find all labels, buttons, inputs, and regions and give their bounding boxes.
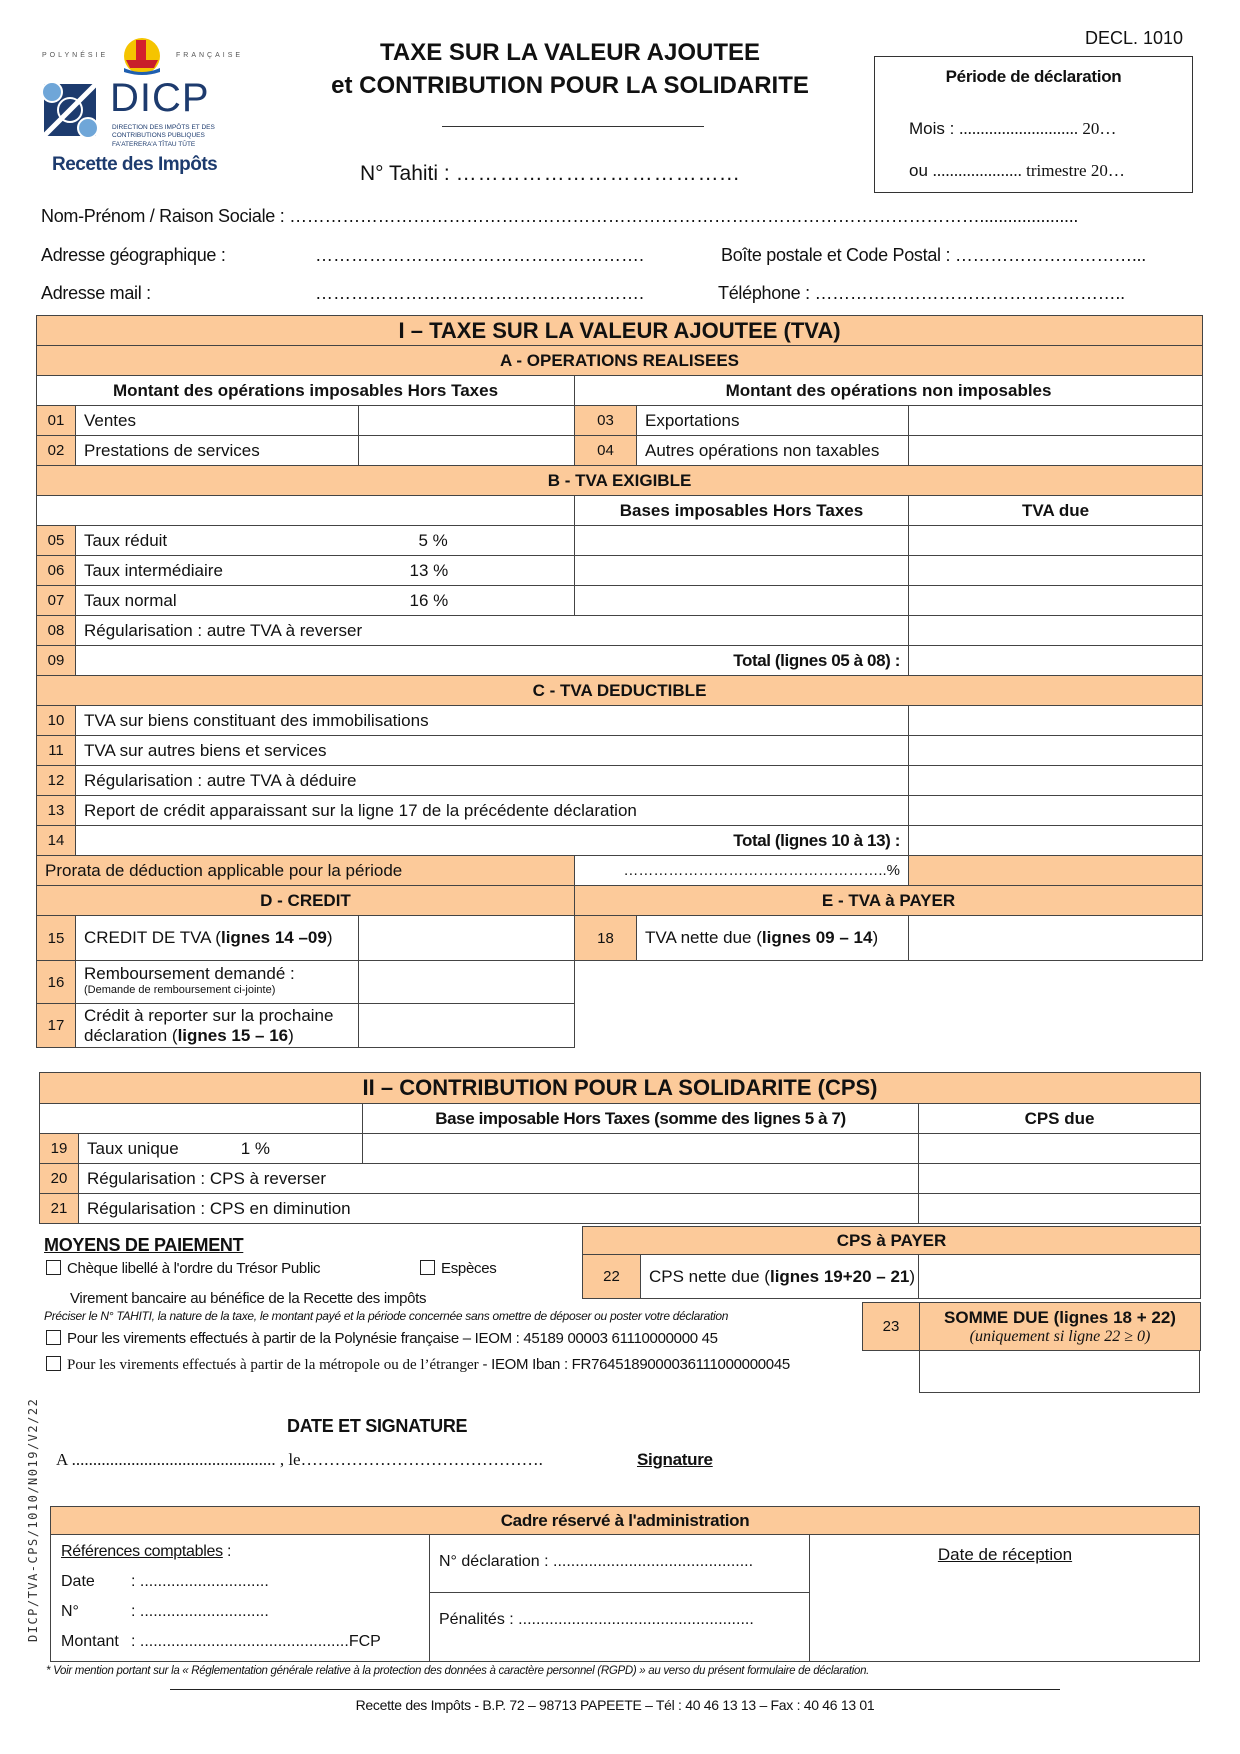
line-number: 19 (40, 1134, 79, 1164)
tahiti-value: ………………………………... (455, 162, 741, 185)
transfer-pf-checkbox[interactable] (46, 1330, 718, 1347)
polynesia-emblem-icon (118, 34, 166, 76)
transfer-metro-iban: - IEOM Iban : FR7645189000036111000000045 (478, 1356, 790, 1373)
line-label: Taux réduit (76, 526, 359, 556)
admin-divider-1 (429, 1535, 430, 1662)
table-row (37, 961, 1203, 1004)
cps-table (39, 1072, 1201, 1224)
admin-frame (50, 1506, 1200, 1662)
line-label: Exportations (637, 406, 909, 436)
logo-francaise-text: FRANÇAISE (176, 52, 244, 59)
credit-input-15[interactable] (359, 916, 575, 961)
refund-label: Remboursement demandé : (Demande de remboursement ci-jointe) (76, 961, 359, 1004)
line-number: 04 (575, 436, 637, 466)
line-number: 06 (37, 556, 76, 586)
transfer-metro-label: Pour les virements effectués à partir de la métropole ou de l’étranger (67, 1357, 479, 1373)
line-label: Taux unique 1 % (79, 1134, 363, 1164)
prorata-input[interactable]: ……………………………………………..% (575, 856, 909, 886)
line-number: 09 (37, 646, 76, 676)
month-label: Mois : (909, 119, 955, 138)
table-row (37, 706, 1203, 736)
rate-label: 13 % (359, 556, 575, 586)
cash-label: Espèces (441, 1260, 497, 1277)
line-label: Autres opérations non taxables (637, 436, 909, 466)
email-label: Adresse mail : (41, 283, 151, 303)
base-input-07[interactable] (575, 586, 909, 616)
tahiti-number-field[interactable] (360, 162, 740, 186)
line-label: TVA sur biens constituant des immobilisations (76, 706, 909, 736)
line-number: 08 (37, 616, 76, 646)
tva-input-06[interactable] (909, 556, 1203, 586)
deductible-input-12[interactable] (909, 766, 1203, 796)
title-line2: et CONTRIBUTION POUR LA SOLIDARITE (331, 72, 809, 99)
name-label: Nom-Prénom / Raison Sociale : (41, 206, 285, 226)
logo-line2: CONTRIBUTIONS PUBLIQUES (112, 132, 205, 139)
signature-label: Signature (637, 1450, 713, 1469)
title-line1: TAXE SUR LA VALEUR AJOUTEE (379, 39, 761, 66)
cps-section-title: II – CONTRIBUTION POUR LA SOLIDARITE (CPS) (40, 1073, 1201, 1104)
carryover-label: Crédit à reporter sur la prochaine déclaration (lignes 15 – 16) (76, 1004, 359, 1048)
taxable-ops-header: Montant des opérations imposables Hors Taxes (37, 376, 575, 406)
carryover-input-17[interactable] (359, 1004, 575, 1048)
tahiti-label: N° Tahiti : (360, 162, 450, 185)
phone-label: Téléphone : (718, 283, 810, 303)
month-value: ............................ 20… (959, 119, 1117, 138)
section-c-title: C - TVA DEDUCTIBLE (37, 676, 1203, 706)
cheque-label: Chèque libellé à l'ordre du Trésor Public (67, 1260, 321, 1277)
cps-base-input-19[interactable] (363, 1134, 919, 1164)
cheque-checkbox[interactable] (46, 1260, 320, 1277)
dicp-emblem-icon (38, 78, 102, 142)
email-input[interactable]: ………………………………………………. (315, 283, 645, 303)
postal-value: …………………………... (954, 245, 1146, 265)
empty-space (575, 1004, 1203, 1048)
line-label: TVA sur autres biens et services (76, 736, 909, 766)
period-box (874, 56, 1193, 193)
cps-due-input-21[interactable] (919, 1194, 1201, 1224)
admin-penalties-field[interactable]: Pénalités : ..................................................... (439, 1611, 754, 1628)
line-number: 17 (37, 1004, 76, 1048)
table-row (37, 766, 1203, 796)
checkbox-icon (46, 1330, 61, 1345)
empty-space (575, 961, 1203, 1004)
logo-polynesie-text: POLYNÉSIE (42, 52, 109, 59)
footer-rule (170, 1689, 1060, 1690)
line-number: 12 (37, 766, 76, 796)
rate-label: 16 % (359, 586, 575, 616)
quarter-value: ..................... trimestre 20… (932, 161, 1125, 180)
logo-acronym: DICP (110, 76, 210, 120)
table-row (37, 856, 1203, 886)
admin-declaration-field[interactable]: N° déclaration : ............................................. (439, 1553, 754, 1570)
taxable-base-header: Bases imposables Hors Taxes (575, 496, 909, 526)
checkbox-icon (46, 1260, 61, 1275)
table-row (37, 826, 1203, 856)
table-row (37, 646, 1203, 676)
net-cps-label: CPS nette due (lignes 19+20 – 21) (641, 1255, 919, 1299)
cps-due-input-20[interactable] (919, 1164, 1201, 1194)
line-label: Régularisation : autre TVA à déduire (76, 766, 909, 796)
rate-label: 5 % (359, 526, 575, 556)
refund-input-16[interactable] (359, 961, 575, 1004)
line-number: 05 (37, 526, 76, 556)
amount-input-01[interactable] (359, 406, 575, 436)
total-due-table (862, 1302, 1201, 1351)
section-d-title: D - CREDIT (37, 886, 575, 916)
table-row (37, 916, 1203, 961)
base-input-06[interactable] (575, 556, 909, 586)
table-row (37, 616, 1203, 646)
line-number: 23 (863, 1303, 920, 1351)
line-number: 15 (37, 916, 76, 961)
net-tva-label: TVA nette due (lignes 09 – 14) (637, 916, 909, 961)
line-number: 16 (37, 961, 76, 1004)
payment-title: MOYENS DE PAIEMENT (44, 1235, 244, 1255)
line-number: 10 (37, 706, 76, 736)
amount-input-04[interactable] (909, 436, 1203, 466)
quarter-or-label: ou (909, 161, 928, 180)
deductible-input-11[interactable] (909, 736, 1203, 766)
postal-label: Boîte postale et Code Postal : (721, 245, 951, 265)
table-row (37, 406, 1203, 436)
cps-base-header: Base imposable Hors Taxes (somme des lignes 5 à 7) (363, 1104, 919, 1134)
line-label: Régularisation : CPS à reverser (79, 1164, 919, 1194)
period-quarter-field[interactable] (909, 161, 1125, 181)
line-number: 13 (37, 796, 76, 826)
line-label: Prestations de services (76, 436, 359, 466)
footer-address: Recette des Impôts - B.P. 72 – 98713 PAPEETE – Tél : 40 46 13 13 – Fax : 40 46 13 01 (355, 1697, 875, 1713)
reception-date-label: Date de réception (937, 1545, 1073, 1564)
logo-recette-text: Recette des Impôts (52, 154, 218, 175)
admin-divider-3 (429, 1592, 809, 1593)
tva-section-title: I – TAXE SUR LA VALEUR AJOUTEE (TVA) (37, 316, 1203, 346)
total-due-input-23[interactable] (919, 1350, 1200, 1393)
phone-value: …………………………………………….. (814, 283, 1125, 303)
amount-input-02[interactable] (359, 436, 575, 466)
line-number: 03 (575, 406, 637, 436)
line-label: Taux intermédiaire (76, 556, 359, 586)
cps-due-input-19[interactable] (919, 1134, 1201, 1164)
deductible-input-10[interactable] (909, 706, 1203, 736)
blank-header-cell (40, 1104, 363, 1134)
refs-label: Références comptables : (61, 1543, 232, 1560)
table-row (863, 1303, 1201, 1351)
line-number: 22 (583, 1255, 641, 1299)
table-row (37, 586, 1203, 616)
tva-total-input-09[interactable] (909, 646, 1203, 676)
net-tva-input-18[interactable] (909, 916, 1203, 961)
admin-date-field[interactable]: Date : ............................. (61, 1573, 269, 1590)
transfer-pf-label: Pour les virements effectués à partir de la Polynésie française – IEOM : 45189 00003 61110000000 45 (67, 1330, 718, 1347)
table-row (583, 1255, 1201, 1299)
prorata-label: Prorata de déduction applicable pour la période (37, 856, 575, 886)
credit-label: CREDIT DE TVA (lignes 14 –09) (76, 916, 359, 961)
blank-header-cell (37, 496, 575, 526)
cps-pay-title: CPS à PAYER (583, 1227, 1201, 1255)
admin-number-field[interactable]: N° : ............................. (61, 1603, 269, 1620)
admin-divider-2 (809, 1535, 810, 1662)
tva-due-header: TVA due (909, 496, 1203, 526)
table-row (37, 556, 1203, 586)
total-label: Total (lignes 10 à 13) : (76, 826, 909, 856)
admin-title: Cadre réservé à l'administration (51, 1507, 1199, 1535)
line-number: 20 (40, 1164, 79, 1194)
line-label: Ventes (76, 406, 359, 436)
table-row (37, 736, 1203, 766)
prorata-shade-cell (909, 856, 1203, 886)
name-value: ………………………………………………………………………………………………………..................... (289, 206, 1079, 226)
total-label: Total (lignes 05 à 08) : (76, 646, 909, 676)
line-number: 11 (37, 736, 76, 766)
checkbox-icon (46, 1356, 61, 1371)
table-row (40, 1134, 1201, 1164)
table-row (37, 1004, 1203, 1048)
side-form-code: DICP/TVA-CPS/1010/N019/V2/22 (26, 1397, 40, 1642)
tva-input-05[interactable] (909, 526, 1203, 556)
transfer-label: Virement bancaire au bénéfice de la Recette des impôts (70, 1290, 427, 1307)
period-title: Période de déclaration (945, 67, 1122, 86)
table-row (40, 1164, 1201, 1194)
cash-checkbox[interactable] (420, 1260, 496, 1277)
logo-line1: DIRECTION DES IMPÔTS ET DES (112, 124, 215, 131)
phone-field[interactable] (718, 283, 1125, 304)
transfer-note: Préciser le N° TAHITI, la nature de la taxe, le montant payé et la période concernée sans omettre de déposer ou poster votre déclaration (44, 1309, 729, 1323)
line-number: 21 (40, 1194, 79, 1224)
deductible-input-13[interactable] (909, 796, 1203, 826)
line-label: Report de crédit apparaissant sur la ligne 17 de la précédente déclaration (76, 796, 909, 826)
dicp-logo (38, 34, 260, 174)
signature-title: DATE ET SIGNATURE (287, 1416, 468, 1436)
decl-code: DECL. 1010 (1085, 28, 1184, 48)
section-e-title: E - TVA à PAYER (575, 886, 1203, 916)
cps-due-header: CPS due (919, 1104, 1201, 1134)
line-number: 18 (575, 916, 637, 961)
table-row (37, 436, 1203, 466)
tva-table (36, 315, 1203, 1048)
title-rule (442, 126, 704, 127)
amount-input-03[interactable] (909, 406, 1203, 436)
line-label: Régularisation : CPS en diminution (79, 1194, 919, 1224)
transfer-metro-checkbox[interactable] (46, 1356, 790, 1374)
net-cps-input-22[interactable] (919, 1255, 1201, 1299)
postal-field[interactable] (721, 245, 1146, 266)
rgpd-note: * Voir mention portant sur la « Réglementation générale relative à la protection des données à caractère personnel (RGPD) » au verso du présent formulaire de déclaration. (46, 1665, 870, 1677)
admin-amount-field[interactable]: Montant : ...............................................FCP (61, 1633, 381, 1650)
tva-input-08[interactable] (909, 616, 1203, 646)
form-title (280, 36, 860, 102)
line-number: 02 (37, 436, 76, 466)
nontaxable-ops-header: Montant des opérations non imposables (575, 376, 1203, 406)
table-row (37, 796, 1203, 826)
line-label: Régularisation : autre TVA à reverser (76, 616, 909, 646)
section-b-title: B - TVA EXIGIBLE (37, 466, 1203, 496)
total-due-label: SOMME DUE (lignes 18 + 22) (uniquement si ligne 22 ≥ 0) (920, 1303, 1201, 1351)
tva-input-07[interactable] (909, 586, 1203, 616)
period-month-field[interactable] (909, 119, 1116, 139)
logo-line3: FA'ATERERA'A TĪTAU TŪTE (112, 141, 196, 148)
section-a-title: A - OPERATIONS REALISEES (37, 346, 1203, 376)
table-row (37, 526, 1203, 556)
address-label: Adresse géographique : (41, 245, 226, 265)
line-number: 07 (37, 586, 76, 616)
cps-payment-table (582, 1226, 1201, 1299)
place-date-field[interactable]: A ................................................ , le……………………………………. (56, 1450, 543, 1469)
name-field[interactable] (41, 206, 1201, 227)
line-label: Taux normal (76, 586, 359, 616)
address-input[interactable]: ………………………………………………. (315, 245, 645, 265)
table-row (40, 1194, 1201, 1224)
line-number: 01 (37, 406, 76, 436)
deductible-total-input-14[interactable] (909, 826, 1203, 856)
base-input-05[interactable] (575, 526, 909, 556)
line-number: 14 (37, 826, 76, 856)
checkbox-icon (420, 1260, 435, 1275)
